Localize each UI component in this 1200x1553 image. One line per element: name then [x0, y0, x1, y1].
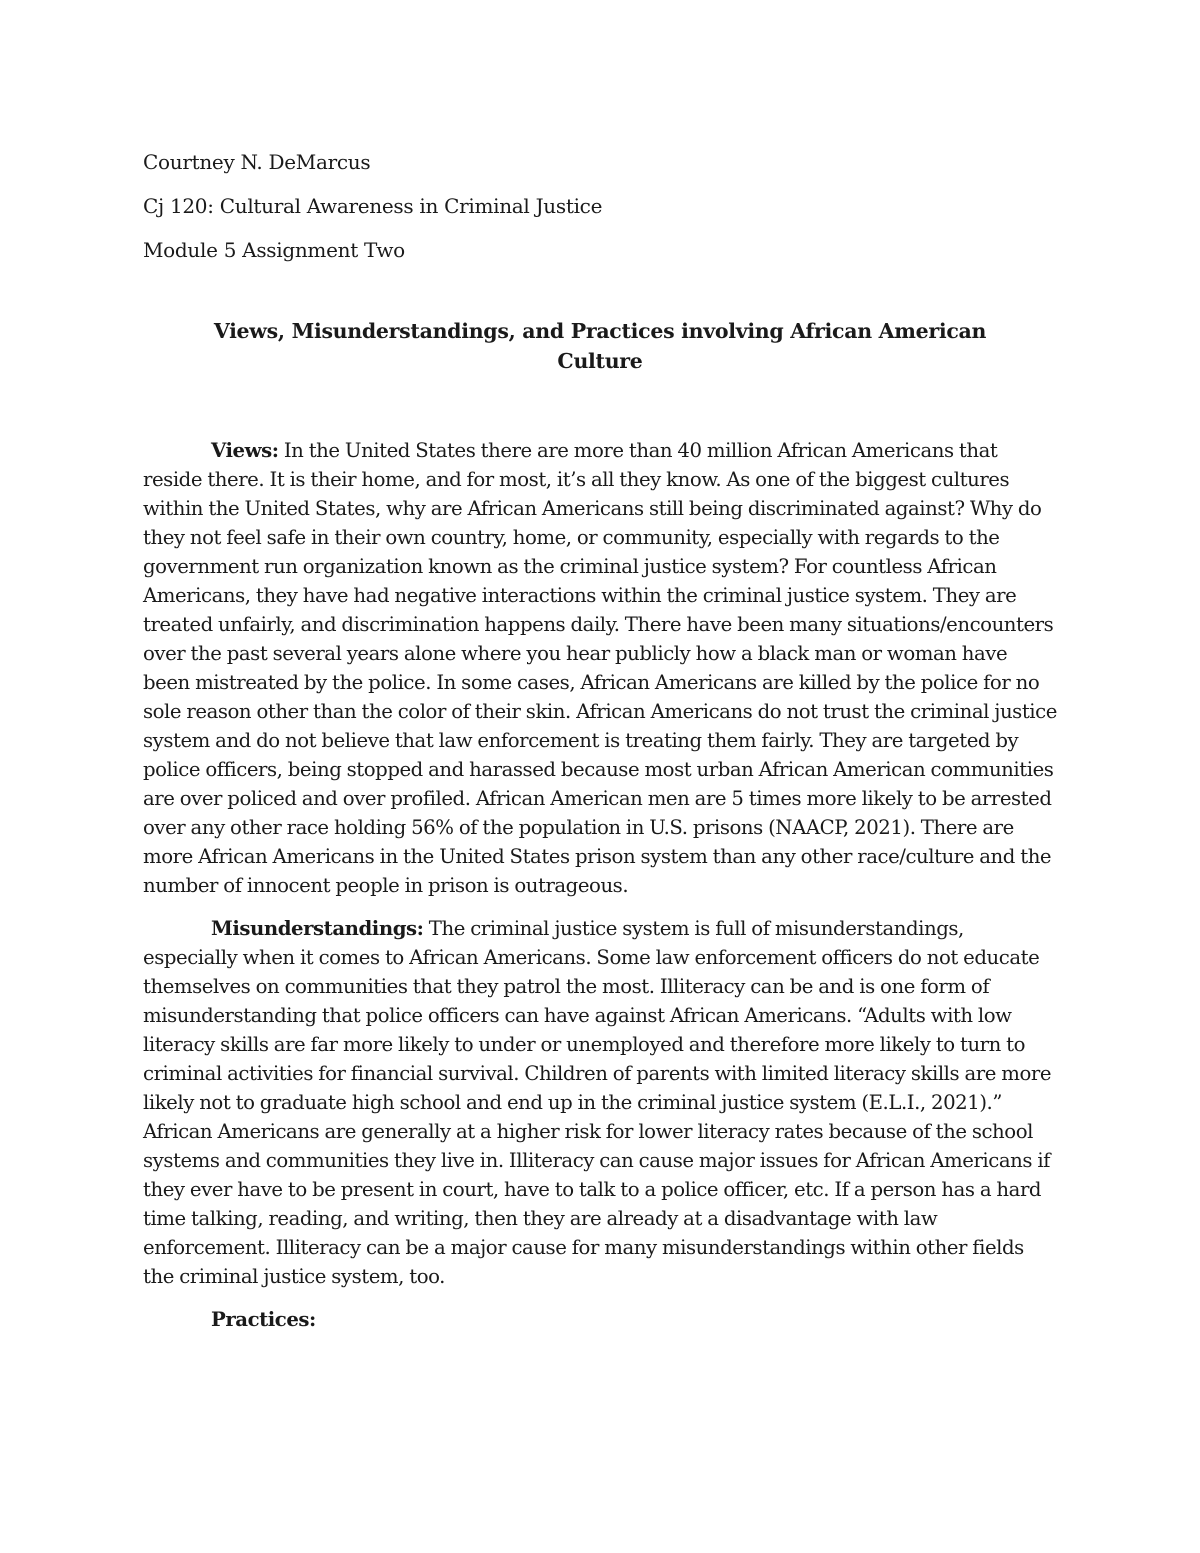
misunderstandings-paragraph — [143, 914, 1057, 1291]
misunderstandings-text: The criminal justice system is full of misunderstandings, especially when it comes to African Americans. Some law enforcement officers do not educate themselves on communities that they patrol the most. Illiteracy can be and is one form of misunderstanding that police officers can have against African Americans. “Adults with low literacy skills are far more likely to under or unemployed and therefore more likely to turn to criminal activities for financial survival. Children of parents with limited literacy skills are more likely not to graduate high school and end up in the criminal justice system (E.L.I., 2021).” African Americans are generally at a higher risk for lower literacy rates because of the school systems and communities they live in. Illiteracy can cause major issues for African Americans if they ever have to be present in court, have to talk to a police officer, etc. If a person has a hard time talking, reading, and writing, then they are already at a disadvantage with law enforcement. Illiteracy can be a major cause for many misunderstandings within other fields the criminal justice system, too. — [143, 917, 1052, 1288]
misunderstandings-heading: Misunderstandings: — [211, 917, 424, 940]
document-title — [160, 316, 1040, 376]
views-text: In the United States there are more than 40 million African Americans that reside there. It is their home, and for most, it’s all they know. As one of the biggest cultures within the United States, why are African Americans still being discriminated against? Why do they not feel safe in their own country, home, or community, especially with regards to the government run organization known as the criminal justice system? For countless African Americans, they have had negative interactions within the criminal justice system. They are treated unfairly, and discrimination happens daily. There have been many situations/encounters over the past several years alone where you hear publicly how a black man or woman have been mistreated by the police. In some cases, African Americans are killed by the police for no sole reason other than the color of their skin. African Americans do not trust the criminal justice system and do not believe that law enforcement is treating them fairly. They are targeted by police officers, being stopped and harassed because most urban African American communities are over policed and over profiled. African American men are 5 times more likely to be arrested over any other race holding 56% of the population in U.S. prisons (NAACP, 2021). There are more African Americans in the United States prison system than any other race/culture and the number of innocent people in prison is outrageous. — [143, 439, 1057, 897]
document-body — [143, 436, 1057, 1348]
author-name: Courtney N. DeMarcus — [143, 150, 371, 174]
course-name: Cj 120: Cultural Awareness in Criminal Justice — [143, 194, 603, 218]
document-header — [143, 140, 602, 272]
practices-heading: Practices: — [211, 1308, 316, 1331]
views-paragraph — [143, 436, 1057, 900]
views-heading: Views: — [211, 439, 279, 462]
title-line-1: Views, Misunderstandings, and Practices involving African American — [213, 319, 987, 343]
practices-paragraph — [143, 1305, 1057, 1334]
title-line-2: Culture — [557, 349, 643, 373]
assignment-name: Module 5 Assignment Two — [143, 238, 405, 262]
